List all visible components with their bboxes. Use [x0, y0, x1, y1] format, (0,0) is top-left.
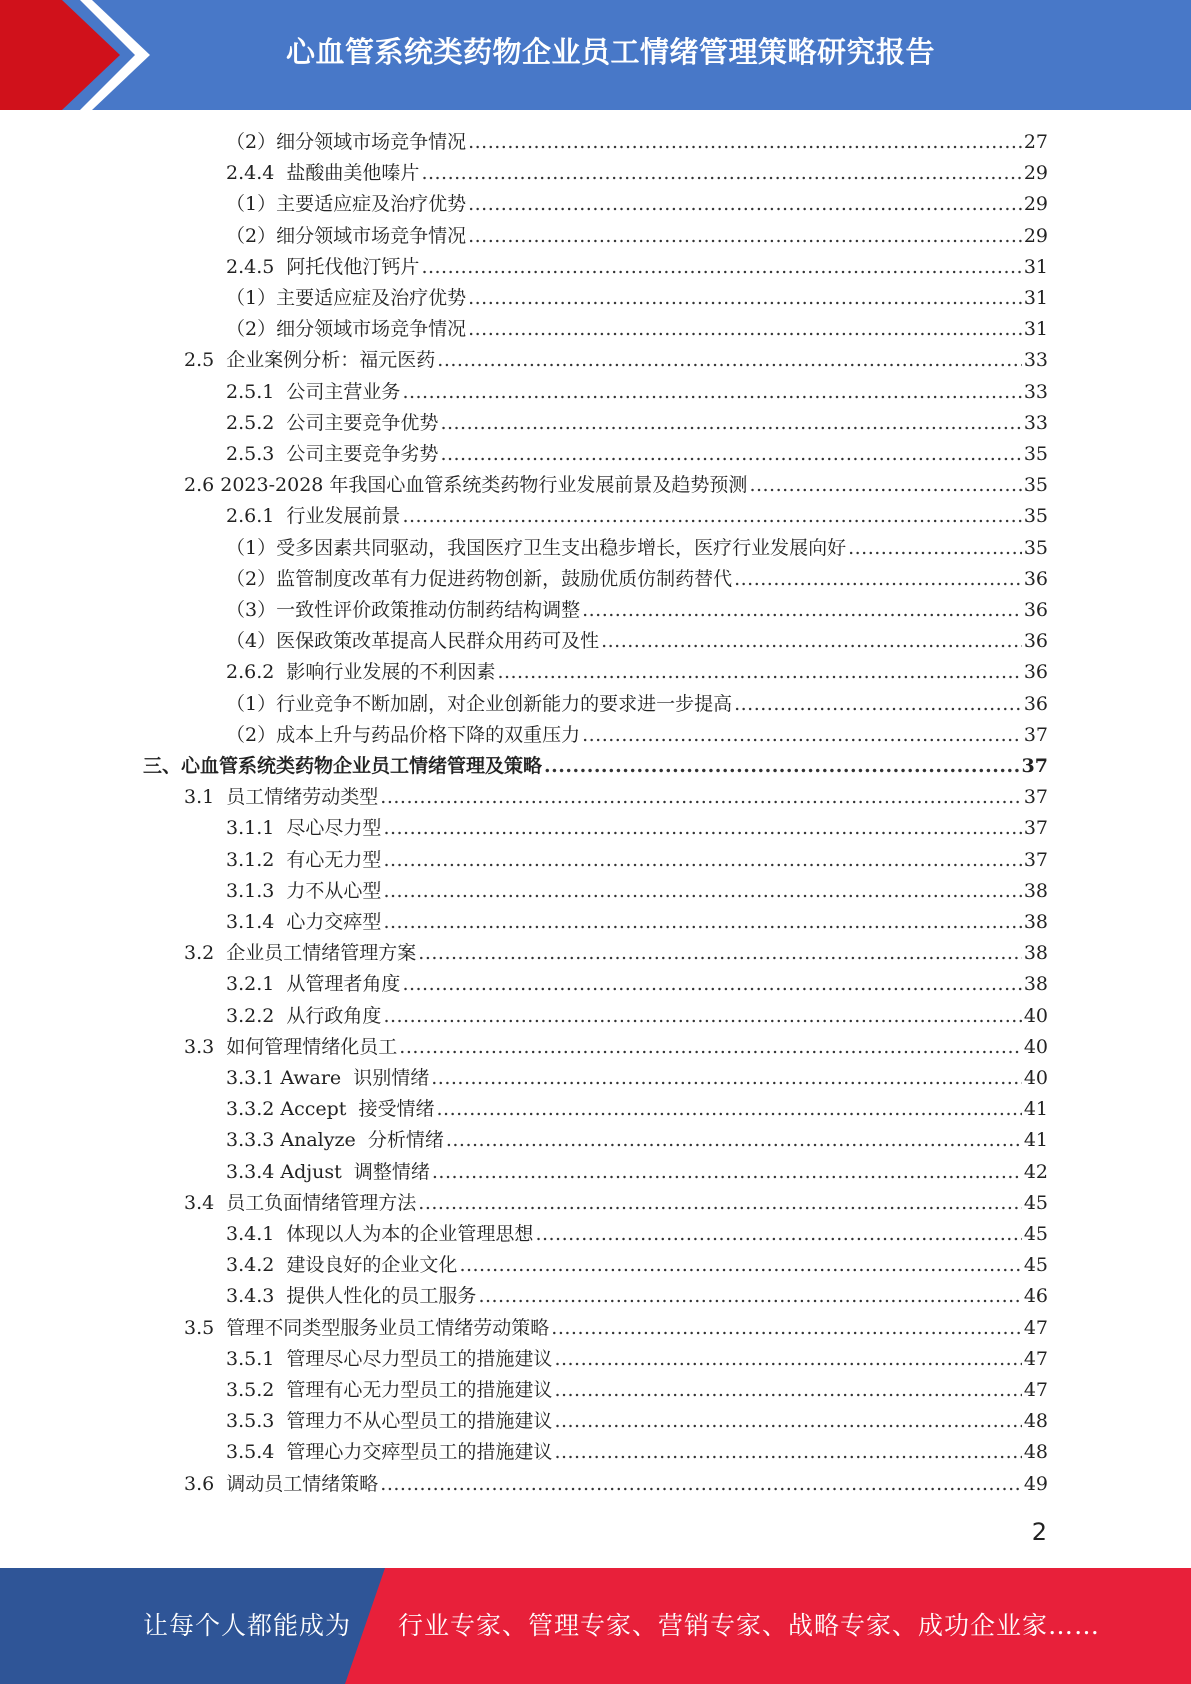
toc-entry-page: 29 — [1023, 162, 1048, 185]
toc-entry-label: （2）细分领域市场竞争情况 — [226, 131, 467, 153]
toc-entry[interactable] — [226, 1406, 1048, 1437]
toc-entry[interactable] — [226, 813, 1048, 844]
toc-entry[interactable] — [226, 845, 1048, 876]
toc-entry-label: 3.1.2 有心无力型 — [226, 848, 382, 871]
toc-entry-page: 29 — [1023, 224, 1048, 247]
toc-entry-page: 35 — [1023, 505, 1048, 528]
toc-leader-dots — [535, 1219, 1021, 1250]
toc-entry-page: 37 — [1023, 786, 1048, 809]
toc-entry-page: 36 — [1023, 692, 1048, 715]
toc-entry-label: 3.6 调动员工情绪策略 — [184, 1472, 379, 1495]
toc-leader-dots — [446, 1125, 1022, 1156]
toc-entry-page: 35 — [1023, 443, 1048, 465]
toc-leader-dots — [582, 720, 1022, 751]
toc-entry[interactable] — [226, 1437, 1048, 1468]
toc-entry[interactable] — [226, 377, 1048, 408]
toc-entry-label: 3.2.2 从行政角度 — [226, 1004, 382, 1027]
toc-entry-label: 2.5.2 公司主要竞争优势 — [226, 411, 439, 434]
toc-entry[interactable] — [226, 564, 1048, 595]
toc-entry[interactable] — [226, 876, 1048, 907]
toc-entry[interactable] — [226, 408, 1048, 439]
toc-entry[interactable] — [184, 1032, 1048, 1063]
toc-entry-page: 37 — [1021, 755, 1048, 777]
toc-entry-label: 3.1.1 尽心尽力型 — [226, 817, 382, 840]
toc-entry-label: 3.1.4 心力交瘁型 — [226, 911, 382, 933]
page-footer — [0, 1568, 1191, 1684]
toc-entry-label: 三、心血管系统类药物企业员工情绪管理及策略 — [143, 755, 543, 777]
toc-entry-page: 33 — [1023, 380, 1048, 403]
toc-leader-dots — [459, 1250, 1021, 1281]
toc-leader-dots — [421, 252, 1021, 283]
footer-slogan-left: 让每个人都能成为 — [143, 1611, 352, 1640]
toc-entry-label: （2）细分领域市场竞争情况 — [226, 318, 467, 341]
toc-entry-label: 2.5.3 公司主要竞争劣势 — [226, 443, 439, 465]
toc-entry-page: 38 — [1023, 942, 1048, 965]
toc-entry-label: 2.5 企业案例分析：福元医药 — [184, 349, 436, 372]
toc-entry-label: 3.4.2 建设良好的企业文化 — [226, 1254, 458, 1277]
toc-leader-dots — [478, 1281, 1021, 1312]
report-title: 心血管系统类药物企业员工情绪管理策略研究报告 — [285, 34, 935, 69]
toc-leader-dots — [468, 221, 1022, 252]
toc-entry[interactable] — [226, 1001, 1048, 1032]
toc-leader-dots — [432, 1157, 1022, 1188]
toc-entry[interactable] — [226, 1063, 1048, 1094]
toc-leader-dots — [383, 907, 1021, 938]
toc-entry[interactable] — [226, 283, 1048, 314]
toc-entry-label: 2.6 2023-2028 年我国心血管系统类药物行业发展前景及趋势预测 — [184, 474, 748, 497]
toc-leader-dots — [440, 439, 1021, 470]
toc-entry-label: （2）监管制度改革有力促进药物创新，鼓励优质仿制药替代 — [226, 567, 733, 590]
toc-entry-label: 3.5.2 管理有心无力型员工的措施建议 — [226, 1379, 553, 1401]
toc-entry[interactable] — [226, 907, 1048, 938]
toc-entry-label: （4）医保政策改革提高人民群众用药可及性 — [226, 630, 600, 653]
toc-entry-label: （1）主要适应症及治疗优势 — [226, 193, 467, 216]
toc-leader-dots — [554, 1344, 1021, 1375]
toc-entry-page: 40 — [1023, 1035, 1048, 1058]
toc-leader-dots — [421, 158, 1021, 189]
toc-leader-dots — [418, 1188, 1022, 1219]
toc-entry-label: 3.4.3 提供人性化的员工服务 — [226, 1285, 477, 1308]
toc-entry[interactable] — [226, 1125, 1048, 1156]
toc-entry-label: 2.4.5 阿托伐他汀钙片 — [226, 255, 420, 278]
toc-entry[interactable] — [226, 158, 1048, 189]
toc-entry[interactable] — [226, 1250, 1048, 1281]
toc-entry-page: 41 — [1023, 1098, 1048, 1121]
toc-entry-page: 35 — [1023, 474, 1048, 497]
toc-leader-dots — [383, 876, 1021, 907]
toc-entry-page: 33 — [1023, 349, 1048, 372]
toc-entry-page: 27 — [1023, 131, 1048, 153]
toc-entry[interactable] — [184, 782, 1048, 813]
toc-entry[interactable] — [184, 1188, 1048, 1219]
toc-entry-label: 3.5.4 管理心力交瘁型员工的措施建议 — [226, 1441, 553, 1464]
toc-entry[interactable] — [184, 1313, 1048, 1344]
toc-entry[interactable] — [184, 1469, 1048, 1500]
toc-leader-dots — [437, 345, 1022, 376]
toc-entry-page: 37 — [1023, 817, 1048, 840]
toc-entry-label: 2.4.4 盐酸曲美他嗪片 — [226, 162, 420, 185]
toc-leader-dots — [418, 938, 1022, 969]
toc-entry-page: 40 — [1023, 1067, 1048, 1089]
toc-leader-dots — [734, 689, 1022, 720]
toc-entry-page: 47 — [1023, 1316, 1048, 1339]
toc-entry[interactable] — [226, 595, 1048, 626]
toc-entry[interactable] — [226, 1219, 1048, 1250]
toc-leader-dots — [399, 1032, 1022, 1063]
toc-entry-label: （3）一致性评价政策推动仿制药结构调整 — [226, 599, 581, 621]
toc-entry[interactable] — [226, 189, 1048, 220]
toc-entry-page: 41 — [1023, 1129, 1048, 1152]
toc-entry[interactable] — [184, 345, 1048, 376]
toc-entry-page: 38 — [1023, 911, 1048, 933]
toc-entry-label: （2）成本上升与药品价格下降的双重压力 — [226, 723, 581, 746]
toc-leader-dots — [554, 1437, 1021, 1468]
toc-entry-label: 3.1 员工情绪劳动类型 — [184, 786, 379, 809]
toc-entry-page: 38 — [1023, 879, 1048, 902]
toc-entry-page: 36 — [1023, 661, 1048, 684]
toc-entry-page: 37 — [1023, 723, 1048, 746]
toc-entry-label: （1）行业竞争不断加剧，对企业创新能力的要求进一步提高 — [226, 692, 733, 715]
toc-entry-page: 31 — [1023, 318, 1048, 341]
toc-leader-dots — [440, 408, 1021, 439]
toc-leader-dots — [468, 314, 1022, 345]
toc-entry[interactable] — [226, 533, 1048, 564]
toc-entry[interactable] — [226, 1094, 1048, 1125]
toc-entry[interactable] — [143, 751, 1048, 782]
toc-leader-dots — [431, 1063, 1022, 1094]
toc-leader-dots — [544, 751, 1020, 782]
toc-entry-page: 35 — [1023, 536, 1048, 559]
toc-leader-dots — [383, 813, 1021, 844]
footer-slogan-right: 行业专家、管理专家、营销专家、战略专家、成功企业家…… — [398, 1611, 1101, 1640]
toc-leader-dots — [380, 1469, 1022, 1500]
toc-entry[interactable] — [226, 252, 1048, 283]
toc-leader-dots — [380, 782, 1022, 813]
toc-leader-dots — [497, 657, 1021, 688]
toc-entry[interactable] — [226, 720, 1048, 751]
toc-entry[interactable] — [226, 314, 1048, 345]
toc-leader-dots — [749, 470, 1021, 501]
toc-leader-dots — [554, 1406, 1021, 1437]
toc-entry[interactable] — [226, 1375, 1048, 1406]
toc-entry-page: 48 — [1023, 1441, 1048, 1464]
toc-entry-label: 3.3 如何管理情绪化员工 — [184, 1035, 398, 1058]
toc-leader-dots — [437, 1094, 1022, 1125]
toc-entry-page: 45 — [1023, 1254, 1048, 1277]
toc-entry-page: 45 — [1023, 1191, 1048, 1214]
toc-entry-label: 3.2.1 从管理者角度 — [226, 973, 401, 996]
toc-entry[interactable] — [226, 501, 1048, 532]
toc-entry[interactable] — [226, 1281, 1048, 1312]
toc-entry-label: （1）主要适应症及治疗优势 — [226, 287, 467, 309]
page-header — [0, 0, 1191, 110]
toc-entry-page: 31 — [1023, 255, 1048, 278]
toc-entry-label: （2）细分领域市场竞争情况 — [226, 224, 467, 247]
toc-entry-label: 3.3.2 Accept 接受情绪 — [226, 1098, 435, 1121]
page-number: 2 — [1031, 1518, 1047, 1546]
toc-entry[interactable] — [226, 969, 1048, 1000]
toc-entry-page: 31 — [1023, 287, 1048, 309]
toc-entry-label: 3.2 企业员工情绪管理方案 — [184, 942, 417, 965]
toc-leader-dots — [468, 283, 1022, 314]
toc-entry-label: 3.3.4 Adjust 调整情绪 — [226, 1160, 430, 1183]
toc-entry[interactable] — [226, 657, 1048, 688]
toc-leader-dots — [582, 595, 1022, 626]
toc-entry-page: 36 — [1023, 599, 1048, 621]
toc-entry-label: 2.6.2 影响行业发展的不利因素 — [226, 661, 496, 684]
toc-leader-dots — [402, 501, 1021, 532]
toc-leader-dots — [468, 127, 1022, 158]
toc-leader-dots — [468, 189, 1022, 220]
toc-entry-page: 46 — [1023, 1285, 1048, 1308]
toc-entry-page: 47 — [1023, 1379, 1048, 1401]
toc-leader-dots — [383, 1001, 1021, 1032]
toc-entry-page: 45 — [1023, 1223, 1048, 1245]
toc-entry-page: 48 — [1023, 1410, 1048, 1433]
toc-leader-dots — [402, 377, 1021, 408]
toc-leader-dots — [554, 1375, 1021, 1406]
toc-entry-label: 3.3.1 Aware 识别情绪 — [226, 1067, 430, 1089]
toc-entry-label: 3.1.3 力不从心型 — [226, 879, 382, 902]
toc-entry[interactable] — [226, 689, 1048, 720]
toc-entry-page: 42 — [1023, 1160, 1048, 1183]
toc-entry[interactable] — [226, 1344, 1048, 1375]
toc-leader-dots — [734, 564, 1022, 595]
toc-entry-label: 3.5.1 管理尽心尽力型员工的措施建议 — [226, 1347, 553, 1370]
toc-entry-page: 38 — [1023, 973, 1048, 996]
toc-entry-page: 47 — [1023, 1347, 1048, 1370]
toc-entry-page: 29 — [1023, 193, 1048, 216]
toc-entry-page: 33 — [1023, 411, 1048, 434]
toc-entry-label: 3.4.1 体现以人为本的企业管理思想 — [226, 1223, 534, 1245]
toc-entry[interactable] — [226, 1157, 1048, 1188]
toc-leader-dots — [383, 845, 1021, 876]
toc-entry-label: 3.3.3 Analyze 分析情绪 — [226, 1129, 444, 1152]
toc-entry-page: 40 — [1023, 1004, 1048, 1027]
toc-entry-page: 37 — [1023, 848, 1048, 871]
toc-entry-page: 49 — [1023, 1472, 1048, 1495]
toc-entry-label: 3.4 员工负面情绪管理方法 — [184, 1191, 417, 1214]
toc-entry[interactable] — [226, 221, 1048, 252]
toc-leader-dots — [551, 1313, 1022, 1344]
toc-entry-label: 3.5 管理不同类型服务业员工情绪劳动策略 — [184, 1316, 550, 1339]
toc-entry-label: 2.5.1 公司主营业务 — [226, 380, 401, 403]
toc-entry[interactable] — [226, 127, 1048, 158]
toc-entry-label: 2.6.1 行业发展前景 — [226, 505, 401, 528]
toc-entry[interactable] — [226, 439, 1048, 470]
toc-leader-dots — [848, 533, 1022, 564]
toc-leader-dots — [601, 626, 1022, 657]
toc-entry[interactable] — [184, 938, 1048, 969]
toc-entry[interactable] — [226, 626, 1048, 657]
toc-entry-label: 3.5.3 管理力不从心型员工的措施建议 — [226, 1410, 553, 1433]
toc-leader-dots — [402, 969, 1021, 1000]
toc-entry[interactable] — [184, 470, 1048, 501]
toc-entry-label: （1）受多因素共同驱动，我国医疗卫生支出稳步增长，医疗行业发展向好 — [226, 536, 847, 559]
toc-entry-page: 36 — [1023, 567, 1048, 590]
toc-entry-page: 36 — [1023, 630, 1048, 653]
